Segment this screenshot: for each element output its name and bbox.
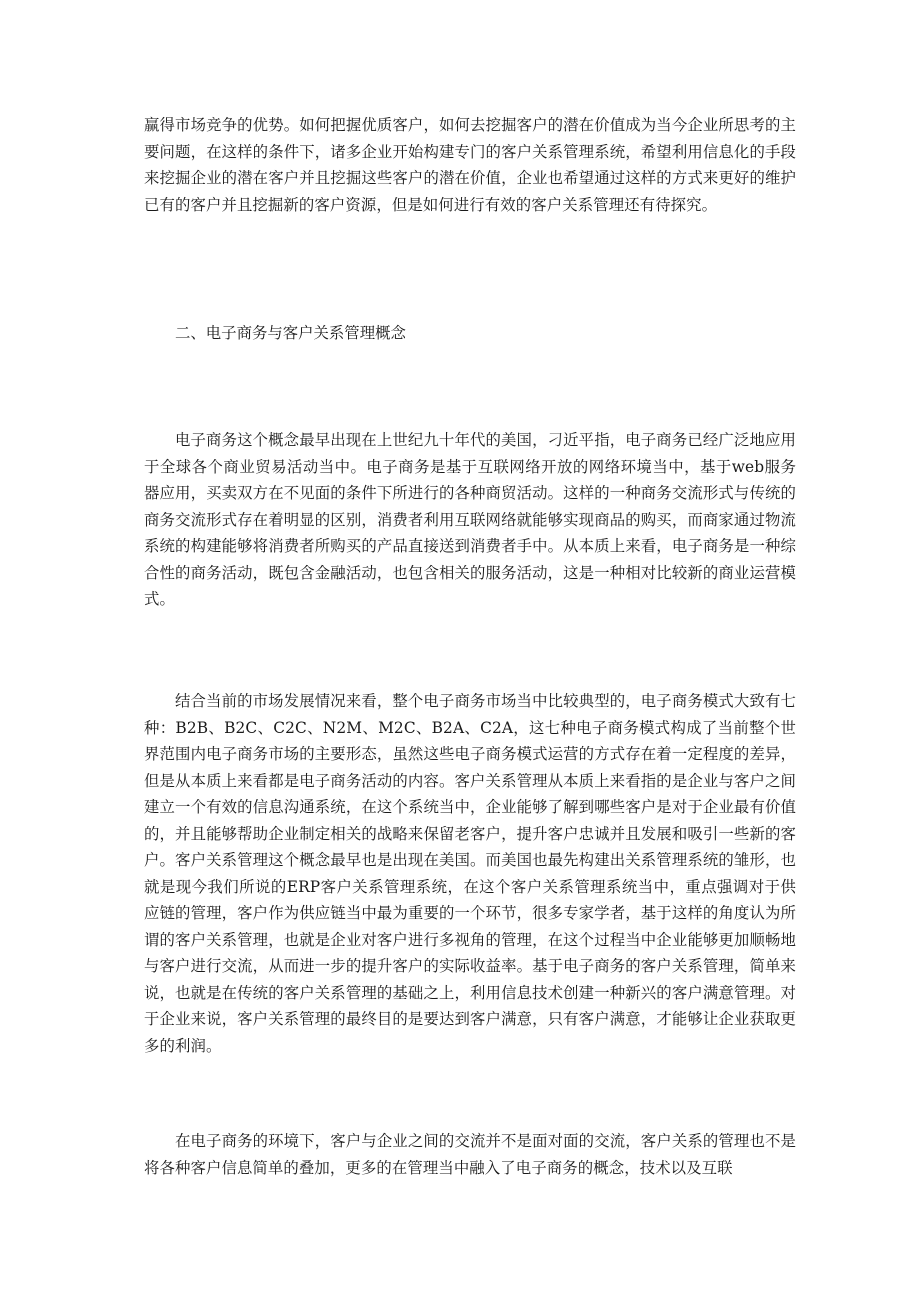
intro-paragraph: 赢得市场竞争的优势。如何把握优质客户，如何去挖掘客户的潜在价值成为当今企业所思考的主要问题，在这样的条件下，诸多企业开始构建专门的客户关系管理系统，希望利用信息化的手段来挖掘企业的潜在客户并且挖掘这些客户的潜在价值，企业也希望通过这样的方式来更好的维护已有的客户并且挖掘新的客户资源，但是如何进行有效的客户关系管理还有待探究。 [144, 116, 796, 214]
paragraph-ecommerce-concept: 电子商务这个概念最早出现在上世纪九十年代的美国，刁近平指，电子商务已经广泛地应用于全球各个商业贸易活动当中。电子商务是基于互联网络开放的网络环境当中，基于web服务器应用，买卖双方在不见面的条件下所进行的各种商贸活动。这样的一种商务交流形式与传统的商务交流形式存在着明显的区别，消费者利用互联网络就能够实现商品的购买，而商家通过物流系统的构建能够将消费者所购买的产品直接送到消费者手中。从本质上来看，电子商务是一种综合性的商务活动，既包含金融活动，也包含相关的服务活动，这是一种相对比较新的商业运营模式。 [144, 431, 796, 608]
paragraph-ecommerce-environment: 在电子商务的环境下，客户与企业之间的交流并不是面对面的交流，客户关系的管理也不是将各种客户信息简单的叠加，更多的在管理当中融入了电子商务的概念，技术以及互联 [144, 1132, 796, 1177]
section-heading: 二、电子商务与客户关系管理概念 [175, 324, 406, 342]
paragraph-ecommerce-models: 结合当前的市场发展情况来看，整个电子商务市场当中比较典型的，电子商务模式大致有七种：B2B、B2C、C2C、N2M、M2C、B2A、C2A，这七种电子商务模式构成了当前整个世界范围内电子商务市场的主要形态，虽然这些电子商务模式运营的方式存在着一定程度的差异，但是从本质上来看都是电子商务活动的内容。客户关系管理从本质上来看指的是企业与客户之间建立一个有效的信息沟通系统，在这个系统当中，企业能够了解到哪些客户是对于企业最有价值的，并且能够帮助企业制定相关的战略来保留老客户，提升客户忠诚并且发展和吸引一些新的客户。客户关系管理这个概念最早也是出现在美国。而美国也最先构建出关系管理系统的雏形，也就是现今我们所说的ERP客户关系管理系统，在这个客户关系管理系统当中，重点强调对于供应链的管理，客户作为供应链当中最为重要的一个环节，很多专家学者，基于这样的角度认为所谓的客户关系管理，也就是企业对客户进行多视角的管理，在这个过程当中企业能够更加顺畅地与客户进行交流，从而进一步的提升客户的实际收益率。基于电子商务的客户关系管理，简单来说，也就是在传统的客户关系管理的基础之上，利用信息技术创建一种新兴的客户满意管理。对于企业来说，客户关系管理的最终目的是要达到客户满意，只有客户满意，才能够让企业获取更多的利润。 [144, 692, 796, 1055]
